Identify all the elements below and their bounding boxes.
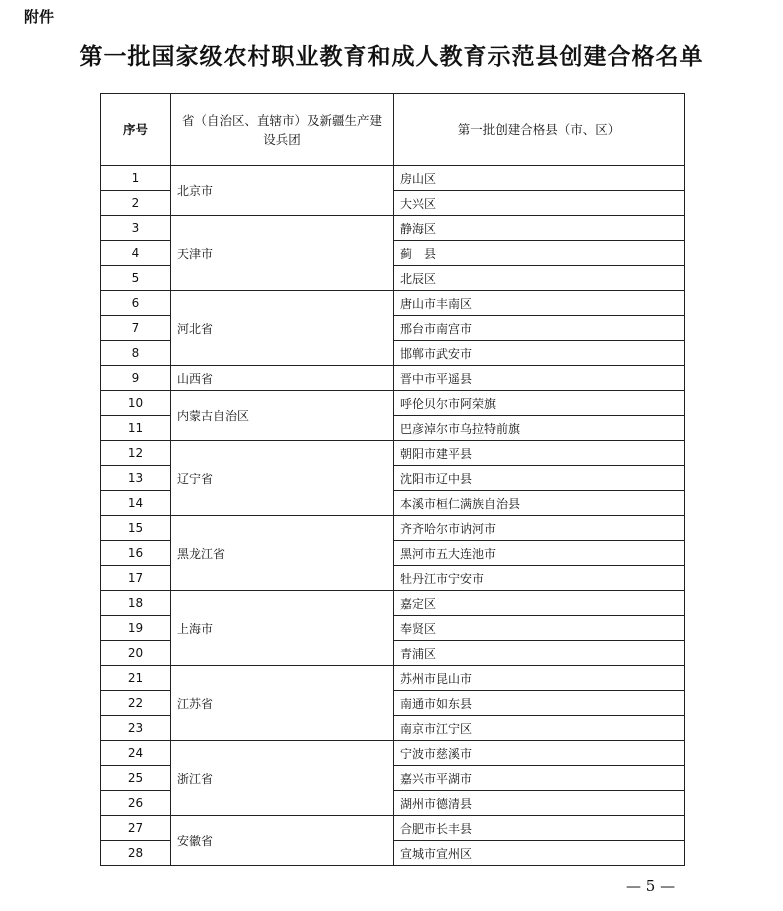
row-seq: 5	[101, 266, 171, 291]
table-row	[101, 441, 685, 466]
row-seq: 8	[101, 341, 171, 366]
row-province: 内蒙古自治区	[171, 391, 394, 441]
row-province: 河北省	[171, 291, 394, 366]
row-seq: 26	[101, 791, 171, 816]
row-province: 北京市	[171, 166, 394, 216]
county-list-table	[100, 93, 685, 866]
row-seq: 28	[101, 841, 171, 866]
row-seq: 20	[101, 641, 171, 666]
row-county: 呼伦贝尔市阿荣旗	[394, 391, 685, 416]
row-province: 浙江省	[171, 741, 394, 816]
table-row	[101, 291, 685, 316]
row-county: 嘉兴市平湖市	[394, 766, 685, 791]
row-county: 南通市如东县	[394, 691, 685, 716]
document-title: 第一批国家级农村职业教育和成人教育示范县创建合格名单	[79, 43, 704, 70]
row-seq: 19	[101, 616, 171, 641]
row-seq: 27	[101, 816, 171, 841]
table-row	[101, 741, 685, 766]
row-province: 江苏省	[171, 666, 394, 741]
header-seq: 序号	[101, 94, 171, 166]
table-row	[101, 216, 685, 241]
row-seq: 7	[101, 316, 171, 341]
row-county: 湖州市德清县	[394, 791, 685, 816]
table-row	[101, 516, 685, 541]
row-seq: 2	[101, 191, 171, 216]
row-seq: 13	[101, 466, 171, 491]
row-county: 晋中市平遥县	[394, 366, 685, 391]
row-county: 奉贤区	[394, 616, 685, 641]
row-seq: 15	[101, 516, 171, 541]
row-seq: 17	[101, 566, 171, 591]
row-county: 南京市江宁区	[394, 716, 685, 741]
row-county: 静海区	[394, 216, 685, 241]
row-county: 牡丹江市宁安市	[394, 566, 685, 591]
table-row	[101, 391, 685, 416]
row-county: 朝阳市建平县	[394, 441, 685, 466]
row-county: 大兴区	[394, 191, 685, 216]
row-county: 北辰区	[394, 266, 685, 291]
row-seq: 9	[101, 366, 171, 391]
row-seq: 10	[101, 391, 171, 416]
row-seq: 11	[101, 416, 171, 441]
row-county: 唐山市丰南区	[394, 291, 685, 316]
table-row	[101, 666, 685, 691]
row-seq: 25	[101, 766, 171, 791]
header-province: 省（自治区、直辖市）及新疆生产建设兵团	[171, 94, 394, 166]
table-header-row	[101, 94, 685, 166]
row-province: 天津市	[171, 216, 394, 291]
row-county: 邢台市南宫市	[394, 316, 685, 341]
row-seq: 6	[101, 291, 171, 316]
row-seq: 18	[101, 591, 171, 616]
row-county: 齐齐哈尔市讷河市	[394, 516, 685, 541]
row-county: 青浦区	[394, 641, 685, 666]
row-seq: 24	[101, 741, 171, 766]
row-county: 本溪市桓仁满族自治县	[394, 491, 685, 516]
row-province: 安徽省	[171, 816, 394, 866]
row-county: 巴彦淖尔市乌拉特前旗	[394, 416, 685, 441]
row-county: 宁波市慈溪市	[394, 741, 685, 766]
table-row	[101, 816, 685, 841]
row-county: 房山区	[394, 166, 685, 191]
row-county: 合肥市长丰县	[394, 816, 685, 841]
row-province: 辽宁省	[171, 441, 394, 516]
table-row	[101, 166, 685, 191]
row-province: 上海市	[171, 591, 394, 666]
row-province: 黑龙江省	[171, 516, 394, 591]
row-seq: 16	[101, 541, 171, 566]
row-seq: 14	[101, 491, 171, 516]
page-number: — 5 —	[626, 877, 676, 895]
row-seq: 22	[101, 691, 171, 716]
row-county: 黑河市五大连池市	[394, 541, 685, 566]
row-seq: 21	[101, 666, 171, 691]
row-county: 蓟 县	[394, 241, 685, 266]
attachment-label: 附件	[24, 8, 55, 26]
row-seq: 1	[101, 166, 171, 191]
row-seq: 23	[101, 716, 171, 741]
row-seq: 4	[101, 241, 171, 266]
row-county: 嘉定区	[394, 591, 685, 616]
row-county: 邯郸市武安市	[394, 341, 685, 366]
row-county: 苏州市昆山市	[394, 666, 685, 691]
row-seq: 12	[101, 441, 171, 466]
row-county: 沈阳市辽中县	[394, 466, 685, 491]
table-row	[101, 366, 685, 391]
row-seq: 3	[101, 216, 171, 241]
header-county: 第一批创建合格县（市、区）	[394, 94, 685, 166]
row-province: 山西省	[171, 366, 394, 391]
row-county: 宣城市宣州区	[394, 841, 685, 866]
table-row	[101, 591, 685, 616]
